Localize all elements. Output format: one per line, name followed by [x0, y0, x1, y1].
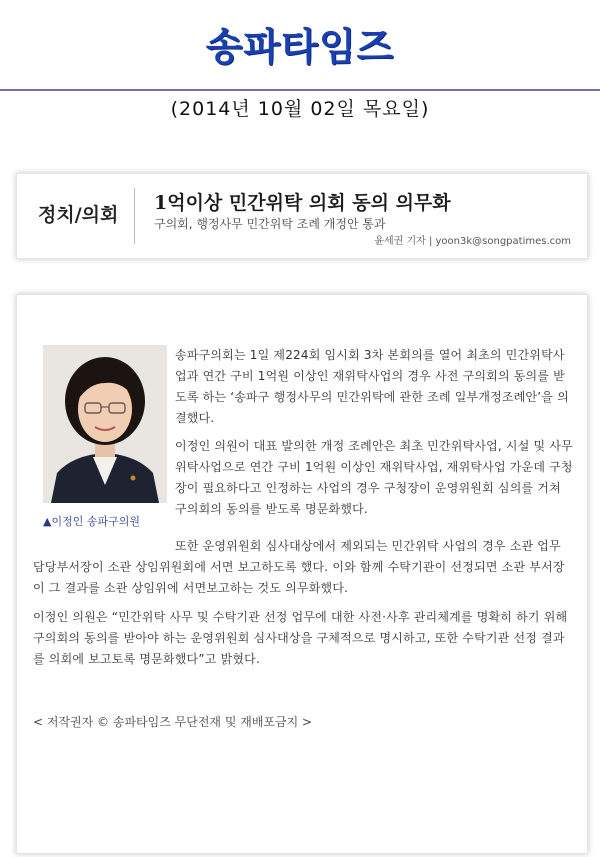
photo-caption: ▲이정인 송파구의원 — [43, 515, 140, 528]
paragraph-4: 이정인 의원은 “민간위탁 사무 및 수탁기관 선정 업무에 대한 사전·사후 관리체계를 명확히 하기 위해 구의회의 동의를 받아야 하는 운영위원회 심사대상을 구체적으로 명시하고, 또한 수탁기관 선정 결과를 의회에 보고토록 명문화했다”고 밝혔다. — [33, 610, 568, 666]
header-divider — [134, 188, 135, 244]
site-logo[interactable]: 송파타임즈 — [205, 24, 395, 69]
paragraph-1: 송파구의회는 1일 제224회 임시회 3차 본회의를 열어 최초의 민간위탁사업과 연간 구비 1억원 이상인 재위탁사업의 경우 사전 구의회의 동의를 받도록 하는 ‘송파구 행정사무의 민간위탁에 관한 조례 일부개정조례안’을 의결했다. — [175, 348, 569, 425]
masthead-divider — [0, 89, 600, 91]
councilor-photo — [43, 345, 167, 503]
issue-date: (2014년 10월 02일 목요일) — [170, 98, 430, 120]
copyright-notice: < 저작권자 © 송파타임즈 무단전재 및 재배포금지 > — [33, 715, 313, 729]
paragraph-3-full: 또한 운영위원회 심사대상에서 제외되는 민간위탁 사업의 경우 소관 업무 담당부서장이 소관 상임위원회에 서면 보고하도록 했다. 이와 함께 수탁기관이 선정되면 소관 부서장이 그 결과를 소관 상임위에 서면보고하는 것도 의무화했다. — [33, 539, 565, 595]
section-label[interactable]: 정치/의회 — [38, 204, 119, 226]
masthead — [0, 0, 600, 90]
article-byline[interactable]: 윤세권 기자 | yoon3k@songpatimes.com — [374, 236, 571, 247]
article-headline: 1억이상 민간위탁 의회 동의 의무화 — [154, 192, 451, 214]
paragraph-2: 이정인 의원이 대표 발의한 개정 조례안은 최초 민간위탁사업, 시설 및 사무위탁사업으로 연간 구비 1억원 이상인 재위탁사업, 재위탁사업 가운데 구청장이 필요하다고 인정하는 사업의 경우 구청장이 운영위원회 심의를 거쳐 구의회의 동의를 받도록 명문화했다. — [175, 439, 573, 516]
article-body — [16, 294, 588, 854]
article-subheadline: 구의회, 행정사무 민간위탁 조례 개정안 통과 — [154, 217, 386, 231]
article-header — [16, 173, 588, 259]
